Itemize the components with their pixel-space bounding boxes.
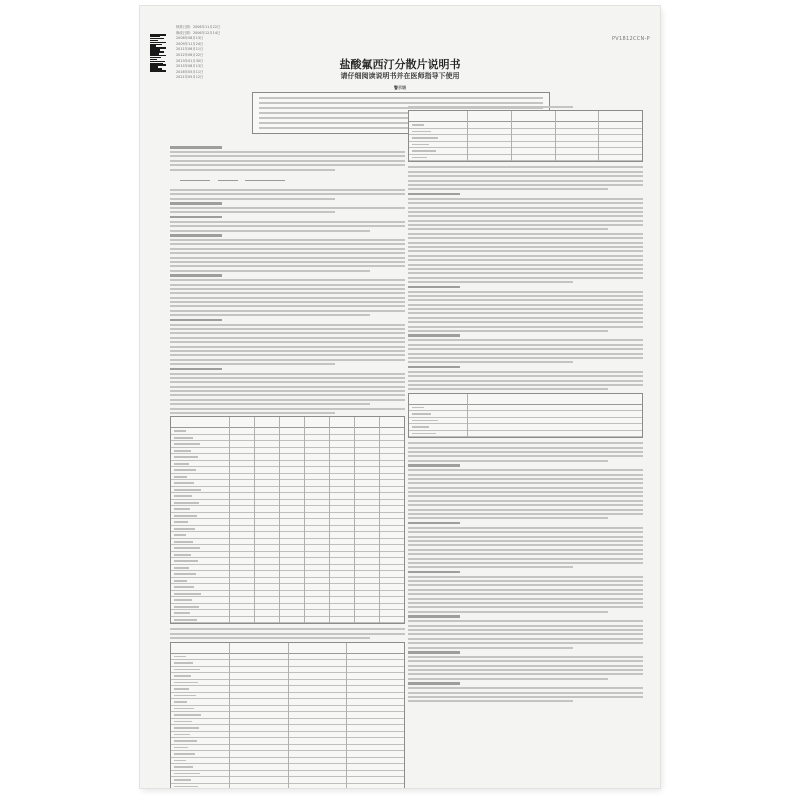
- formula-stroke: [245, 180, 285, 181]
- text-line: [170, 363, 335, 365]
- text-line: [408, 198, 643, 200]
- table-cell: [174, 430, 186, 432]
- text-line: [259, 97, 543, 99]
- text-line: [170, 390, 405, 392]
- table-cell: [412, 157, 427, 159]
- table-header: [409, 111, 642, 122]
- text-line: [408, 678, 608, 680]
- text-line: [170, 412, 335, 414]
- text-line: [170, 193, 405, 195]
- text-line: [408, 317, 643, 319]
- table-cell: [174, 714, 201, 716]
- text-line: [170, 160, 405, 162]
- table-cell: [174, 534, 186, 536]
- table-header: [171, 417, 404, 428]
- table-cell: [412, 407, 424, 409]
- section-heading: [408, 682, 460, 685]
- text-line: [408, 469, 643, 471]
- text-line: [170, 198, 335, 200]
- text-line: [408, 642, 643, 644]
- revision-date: 2016年05月11日: [176, 69, 204, 74]
- data-table: [408, 393, 643, 439]
- text-line: [408, 562, 643, 564]
- table-cell: [174, 593, 201, 595]
- text-line: [170, 324, 405, 326]
- text-line: [408, 220, 643, 222]
- text-line: [170, 189, 405, 191]
- section-heading: [170, 216, 222, 219]
- text-line: [408, 656, 643, 658]
- text-line: [408, 638, 643, 640]
- section-heading: [170, 274, 222, 277]
- text-line: [170, 169, 335, 171]
- text-line: [408, 188, 608, 190]
- text-line: [408, 455, 643, 457]
- text-line: [408, 527, 643, 529]
- text-line: [408, 380, 643, 382]
- table-cell: [174, 437, 193, 439]
- text-line: [408, 264, 643, 266]
- text-line: [408, 268, 643, 270]
- section-heading: [408, 651, 460, 654]
- text-line: [170, 386, 405, 388]
- text-line: [170, 314, 370, 316]
- text-line: [170, 239, 405, 241]
- text-line: [408, 504, 643, 506]
- text-line: [170, 359, 405, 361]
- data-table: [170, 416, 405, 624]
- table-row: [409, 155, 642, 162]
- table-cell: [174, 612, 190, 614]
- leaflet-sheet: [140, 6, 660, 788]
- text-line: [408, 357, 643, 359]
- table-cell: [174, 701, 187, 703]
- section-heading: [408, 193, 460, 196]
- table-cell: [174, 489, 201, 491]
- text-line: [170, 230, 370, 232]
- table-cell: [174, 476, 187, 478]
- section-heading: [170, 368, 222, 371]
- table-cell: [412, 131, 431, 133]
- text-line: [408, 540, 643, 542]
- text-line: [408, 361, 573, 363]
- text-line: [408, 474, 643, 476]
- revision-date: 2013年01月30日: [176, 58, 204, 63]
- text-line: [408, 602, 643, 604]
- table-cell: [174, 734, 190, 736]
- text-line: [170, 164, 405, 166]
- text-line: [408, 584, 643, 586]
- text-line: [408, 500, 643, 502]
- text-line: [408, 673, 643, 675]
- table-cell: [174, 682, 198, 684]
- text-line: [408, 549, 643, 551]
- text-line: [408, 259, 643, 261]
- text-line: [408, 487, 643, 489]
- table-cell: [174, 547, 200, 549]
- revision-date: 2011年06月11日: [176, 47, 204, 52]
- section-heading: [408, 522, 460, 525]
- text-line: [408, 669, 643, 671]
- text-line: [408, 211, 643, 213]
- text-line: [408, 375, 643, 377]
- revision-date: 2015年08月13日: [176, 64, 204, 69]
- text-line: [170, 332, 405, 334]
- text-line: [408, 513, 643, 515]
- table-row: [171, 617, 404, 624]
- table-cell: [174, 463, 189, 465]
- revision-date: 修改日期：2006年12月14日: [176, 30, 221, 35]
- text-line: [170, 155, 405, 157]
- text-line: [408, 304, 643, 306]
- table-cell: [174, 450, 191, 452]
- formula-stroke: [180, 180, 210, 181]
- table-cell: [174, 508, 190, 510]
- text-line: [408, 272, 643, 274]
- table-cell: [174, 675, 191, 677]
- section-heading: [408, 334, 460, 337]
- text-line: [408, 295, 643, 297]
- text-line: [170, 261, 405, 263]
- table-cell: [174, 766, 193, 768]
- text-line: [408, 171, 643, 173]
- table-cell: [412, 413, 431, 415]
- table-cell: [174, 580, 187, 582]
- section-heading: [170, 202, 222, 205]
- text-line: [170, 408, 405, 410]
- revision-date: 2021年05月12日: [176, 75, 204, 80]
- section-heading: [408, 571, 460, 574]
- text-line: [170, 288, 405, 290]
- text-line: [408, 491, 643, 493]
- text-line: [408, 207, 643, 209]
- text-line: [408, 250, 643, 252]
- text-line: [408, 237, 643, 239]
- text-line: [170, 292, 405, 294]
- text-line: [408, 339, 643, 341]
- structural-formula: [170, 173, 405, 187]
- text-line: [408, 692, 643, 694]
- text-line: [408, 175, 643, 177]
- right-column: [408, 106, 643, 705]
- table-cell: [174, 495, 192, 497]
- table-cell: [174, 528, 195, 530]
- table-cell: [174, 753, 195, 755]
- text-line: [408, 625, 643, 627]
- text-line: [408, 598, 643, 600]
- table-cell: [174, 573, 196, 575]
- text-line: [170, 350, 405, 352]
- section-heading: [170, 146, 222, 149]
- text-line: [408, 388, 608, 390]
- warning-heading: 警示语: [394, 85, 406, 90]
- text-line: [408, 647, 573, 649]
- table-cell: [174, 515, 197, 517]
- text-line: [408, 589, 643, 591]
- formula-stroke: [218, 180, 238, 181]
- text-line: [408, 629, 643, 631]
- text-line: [170, 225, 405, 227]
- table-cell: [412, 124, 424, 126]
- table-cell: [174, 619, 197, 621]
- text-line: [408, 553, 643, 555]
- text-line: [408, 246, 643, 248]
- text-line: [170, 310, 405, 312]
- table-cell: [174, 708, 194, 710]
- document-subtitle: 请仔细阅读说明书并在医师指导下使用: [340, 71, 460, 80]
- text-line: [170, 270, 370, 272]
- text-line: [170, 637, 370, 639]
- text-line: [408, 202, 643, 204]
- table-cell: [174, 606, 199, 608]
- revision-date: 2012年06月22日: [176, 52, 204, 57]
- text-line: [408, 321, 643, 323]
- text-line: [170, 252, 405, 254]
- text-line: [170, 284, 405, 286]
- text-line: [408, 228, 608, 230]
- text-line: [408, 593, 643, 595]
- text-line: [170, 151, 405, 153]
- text-line: [408, 611, 608, 613]
- text-line: [408, 371, 643, 373]
- table-cell: [174, 727, 199, 729]
- table-cell: [174, 688, 189, 690]
- table-cell: [174, 554, 191, 556]
- text-line: [408, 277, 643, 279]
- table-cell: [174, 521, 188, 523]
- document-title: 盐酸氟西汀分散片说明书: [339, 58, 461, 71]
- section-heading: [408, 464, 460, 467]
- table-cell: [174, 669, 200, 671]
- text-line: [170, 354, 405, 356]
- text-line: [408, 482, 643, 484]
- text-line: [408, 566, 573, 568]
- table-cell: [174, 773, 200, 775]
- text-line: [408, 606, 643, 608]
- text-line: [170, 373, 405, 375]
- data-table: [170, 642, 405, 788]
- text-line: [170, 305, 405, 307]
- table-cell: [174, 695, 196, 697]
- text-line: [408, 536, 643, 538]
- table-cell: [174, 586, 194, 588]
- text-line: [170, 248, 405, 250]
- text-line: [408, 106, 573, 108]
- text-line: [408, 633, 643, 635]
- text-line: [408, 291, 643, 293]
- text-line: [408, 558, 643, 560]
- text-line: [170, 337, 405, 339]
- text-line: [408, 665, 643, 667]
- table-cell: [412, 150, 436, 152]
- revision-date: 2009年11月24日: [176, 41, 204, 46]
- table-cell: [174, 469, 196, 471]
- text-line: [170, 633, 405, 635]
- text-line: [408, 312, 643, 314]
- text-line: [408, 460, 608, 462]
- text-line: [408, 687, 643, 689]
- table-cell: [412, 144, 429, 146]
- table-cell: [412, 433, 436, 435]
- text-line: [170, 211, 335, 213]
- text-line: [170, 301, 405, 303]
- text-line: [408, 495, 643, 497]
- document-code: PV1812CCN-P: [611, 36, 650, 42]
- revision-date: 2008年08月13日: [176, 36, 204, 41]
- text-line: [408, 576, 643, 578]
- table-cell: [174, 662, 193, 664]
- text-line: [408, 166, 643, 168]
- text-line: [170, 341, 405, 343]
- revision-date: 核准日期：2006年11月22日: [176, 25, 221, 29]
- table-header: [409, 394, 642, 405]
- table-cell: [174, 786, 198, 788]
- text-line: [170, 381, 405, 383]
- text-line: [408, 384, 643, 386]
- table-cell: [174, 747, 188, 749]
- section-heading: [408, 286, 460, 289]
- text-line: [170, 297, 405, 299]
- text-line: [170, 628, 405, 630]
- text-line: [408, 517, 608, 519]
- table-cell: [412, 137, 438, 139]
- text-line: [170, 221, 405, 223]
- table-cell: [174, 779, 191, 781]
- text-line: [170, 346, 405, 348]
- table-cell: [174, 567, 189, 569]
- text-line: [408, 442, 643, 444]
- text-line: [408, 509, 643, 511]
- text-line: [408, 308, 643, 310]
- text-line: [408, 700, 573, 702]
- table-cell: [174, 760, 186, 762]
- text-line: [408, 451, 643, 453]
- section-heading: [170, 234, 222, 237]
- text-line: [170, 394, 405, 396]
- table-cell: [174, 656, 186, 658]
- text-line: [408, 255, 643, 257]
- text-line: [408, 696, 643, 698]
- text-line: [408, 330, 608, 332]
- table-cell: [174, 502, 199, 504]
- text-line: [170, 403, 370, 405]
- text-line: [170, 207, 405, 209]
- text-line: [408, 233, 643, 235]
- text-line: [408, 531, 643, 533]
- table-cell: [174, 482, 194, 484]
- text-line: [408, 660, 643, 662]
- text-line: [408, 348, 643, 350]
- text-line: [170, 328, 405, 330]
- text-line: [170, 377, 405, 379]
- table-cell: [174, 541, 193, 543]
- table-cell: [174, 740, 197, 742]
- data-table: [408, 110, 643, 162]
- text-line: [170, 243, 405, 245]
- text-line: [408, 224, 643, 226]
- table-cell: [174, 599, 192, 601]
- section-heading: [170, 319, 222, 322]
- table-cell: [174, 560, 198, 562]
- text-line: [170, 265, 405, 267]
- section-heading: [408, 615, 460, 618]
- text-line: [408, 184, 643, 186]
- text-line: [408, 242, 643, 244]
- text-line: [408, 299, 643, 301]
- text-line: [259, 127, 429, 129]
- left-column: [170, 146, 405, 788]
- text-line: [170, 399, 405, 401]
- text-line: [408, 326, 643, 328]
- table-cell: [174, 456, 198, 458]
- text-line: [408, 478, 643, 480]
- table-cell: [174, 443, 200, 445]
- text-line: [408, 180, 643, 182]
- text-line: [408, 620, 643, 622]
- section-heading: [408, 366, 460, 369]
- text-line: [170, 257, 405, 259]
- text-line: [408, 544, 643, 546]
- text-line: [408, 281, 573, 283]
- text-line: [170, 279, 405, 281]
- text-line: [408, 447, 643, 449]
- text-line: [259, 102, 543, 104]
- text-line: [408, 580, 643, 582]
- table-cell: [412, 426, 429, 428]
- table-row: [409, 431, 642, 438]
- text-line: [408, 344, 643, 346]
- text-line: [408, 353, 643, 355]
- table-cell: [412, 420, 438, 422]
- text-line: [408, 215, 643, 217]
- table-cell: [174, 721, 192, 723]
